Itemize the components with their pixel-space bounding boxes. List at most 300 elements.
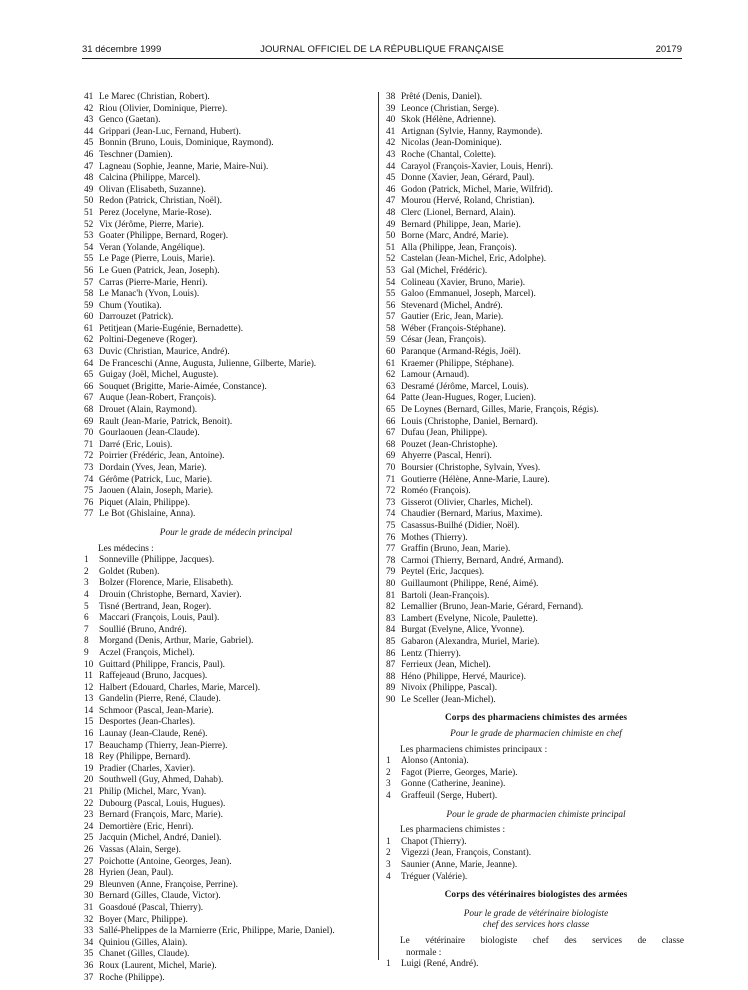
item-number: 48 — [386, 207, 396, 218]
list-item — [386, 579, 686, 591]
item-number: 53 — [84, 231, 94, 242]
list-item — [84, 440, 368, 452]
item-name: Lagneau (Sophie, Jeanne, Marie, Maire-Nui). — [99, 161, 269, 172]
heading-corps-veterinaires: Corps des vétérinaires biologistes des armées — [444, 890, 628, 901]
list-item — [386, 567, 686, 579]
item-number: 49 — [84, 184, 94, 195]
item-name: Souquet (Brigitte, Marie-Aimée, Constance). — [99, 381, 267, 392]
item-number: 10 — [84, 659, 94, 670]
item-name: Roche (Philippe). — [99, 972, 165, 983]
item-number: 70 — [84, 428, 94, 439]
item-number: 52 — [386, 254, 396, 265]
item-number: 2 — [84, 566, 89, 577]
list-item — [84, 417, 368, 429]
item-number: 57 — [386, 312, 396, 323]
list-item — [84, 162, 368, 174]
item-number: 22 — [84, 798, 94, 809]
item-number: 35 — [84, 949, 94, 960]
item-name: Quiniou (Gilles, Alain). — [99, 937, 188, 948]
item-number: 51 — [386, 242, 396, 253]
item-number: 18 — [84, 752, 94, 763]
item-name: Demortière (Eric, Henri). — [99, 821, 194, 832]
item-number: 72 — [386, 486, 396, 497]
item-name: Teschner (Damien). — [99, 149, 173, 160]
item-number: 48 — [84, 173, 94, 184]
item-number: 66 — [84, 381, 94, 392]
list-item — [84, 741, 368, 753]
item-name: Maccari (François, Louis, Paul). — [99, 613, 220, 624]
list-item — [386, 672, 686, 684]
item-number: 86 — [386, 648, 396, 659]
list-item — [386, 162, 686, 174]
item-name: Piquet (Alain, Philippe). — [99, 497, 190, 508]
item-number: 70 — [386, 463, 396, 473]
item-name: Ferrieux (Jean, Michel). — [401, 660, 491, 671]
list-item — [84, 961, 368, 973]
item-number: 55 — [386, 289, 396, 300]
item-number: 59 — [84, 300, 94, 311]
item-name: Roche (Chantal, Colette). — [401, 149, 497, 160]
item-name: Rault (Jean-Marie, Patrick, Benoit). — [99, 416, 233, 427]
item-number: 42 — [84, 103, 94, 114]
item-name: Alla (Philippe, Jean, François). — [401, 242, 517, 253]
item-name: Le Manac'h (Yvon, Louis). — [99, 289, 200, 300]
item-number: 41 — [386, 126, 396, 137]
list-item — [386, 417, 686, 429]
item-name: Lambert (Evelyne, Nicole, Paulette). — [401, 613, 538, 624]
intro-veterinaire-line2: normale : — [406, 947, 442, 958]
list-item — [84, 613, 368, 625]
item-number: 4 — [386, 871, 391, 882]
item-name: Prêté (Denis, Daniel). — [401, 92, 483, 102]
item-name: Vix (Jérôme, Pierre, Marie). — [99, 219, 204, 230]
list-item — [84, 475, 368, 487]
item-name: Jacquin (Michel, André, Daniel). — [99, 833, 222, 844]
list-item — [386, 359, 686, 371]
item-number: 3 — [386, 860, 391, 870]
item-number: 27 — [84, 856, 94, 867]
item-number: 33 — [84, 926, 94, 937]
item-name: Auque (Jean-Robert, François). — [99, 393, 217, 404]
list-item — [84, 949, 368, 961]
list-item — [84, 254, 368, 266]
item-number: 56 — [386, 300, 396, 311]
item-number: 47 — [84, 161, 94, 172]
item-number: 54 — [386, 277, 396, 288]
list-item — [84, 694, 368, 706]
list-item — [84, 833, 368, 845]
list-item — [84, 463, 368, 475]
list-item — [84, 231, 368, 243]
item-number: 45 — [84, 138, 94, 149]
item-number: 50 — [386, 231, 396, 242]
item-number: 20 — [84, 775, 94, 786]
item-name: Donne (Xavier, Jean, Gérard, Paul). — [401, 173, 535, 184]
item-number: 4 — [386, 791, 391, 802]
item-name: Vigezzi (Jean, François, Constant). — [401, 848, 532, 859]
item-number: 90 — [386, 694, 396, 705]
item-number: 69 — [386, 451, 396, 462]
list-item — [84, 822, 368, 834]
list-item — [386, 660, 686, 672]
item-name: Bernard (Philippe, Jean, Marie). — [401, 219, 521, 230]
list-item — [84, 578, 368, 590]
list-item — [84, 602, 368, 614]
item-name: Jaouen (Alain, Joseph, Marie). — [99, 486, 214, 497]
list-veterinaires — [386, 959, 686, 971]
item-name: Artignan (Sylvie, Hanny, Raymonde). — [401, 126, 543, 137]
item-number: 6 — [84, 613, 89, 624]
item-number: 80 — [386, 578, 396, 589]
item-number: 63 — [386, 381, 396, 392]
item-name: Graffeuil (Serge, Hubert). — [401, 791, 498, 802]
list-item — [84, 208, 368, 220]
list-item — [386, 127, 686, 139]
item-name: Dubourg (Pascal, Louis, Hugues). — [99, 798, 226, 809]
item-name: Gautier (Eric, Jean, Marie). — [401, 312, 504, 323]
item-number: 57 — [84, 277, 94, 288]
list-item — [386, 220, 686, 232]
item-name: Mothes (Thierry). — [401, 532, 468, 543]
list-item — [84, 312, 368, 324]
list-pharmaciens-principal — [386, 837, 686, 883]
item-name: Borne (Marc, André, Marie). — [401, 231, 509, 242]
item-name: Duvic (Christian, Maurice, André). — [99, 347, 230, 358]
heading-medecin-principal: Pour le grade de médecin principal — [159, 527, 293, 538]
item-name: Sallé-Phelippes de la Marnierre (Eric, Philippe, Marie, Daniel). — [99, 926, 335, 937]
item-number: 79 — [386, 567, 396, 578]
list-item — [386, 428, 686, 440]
item-number: 16 — [84, 729, 94, 740]
heading-veterinaire-line2: chef des services hors classe — [482, 920, 590, 931]
list-item — [386, 185, 686, 197]
list-item — [84, 555, 368, 567]
item-number: 11 — [84, 671, 93, 682]
list-item — [386, 959, 686, 971]
item-number: 58 — [84, 289, 94, 300]
list-item — [386, 382, 686, 394]
item-name: Le Marec (Christian, Robert). — [99, 92, 210, 102]
item-number: 26 — [84, 845, 94, 855]
intro-medecins: Les médecins : — [98, 543, 154, 554]
item-name: Beauchamp (Thierry, Jean-Pierre). — [99, 740, 228, 751]
item-number: 60 — [386, 347, 396, 358]
header-rule — [82, 58, 682, 59]
item-number: 21 — [84, 787, 94, 798]
list-item — [84, 810, 368, 822]
list-item — [386, 779, 686, 791]
list-item — [84, 509, 368, 521]
item-number: 42 — [386, 138, 396, 149]
item-number: 8 — [84, 636, 89, 647]
list-item — [84, 926, 368, 938]
item-number: 37 — [84, 972, 94, 983]
list-item — [84, 405, 368, 417]
item-name: Bleunven (Anne, Françoise, Perrine). — [99, 879, 238, 890]
item-name: Drouin (Christophe, Bernard, Xavier). — [99, 589, 242, 600]
item-name: Calcina (Philippe, Marcel). — [99, 173, 201, 184]
item-name: Castelan (Jean-Michel, Eric, Adolphe). — [401, 254, 547, 265]
item-name: Clerc (Lionel, Bernard, Alain). — [401, 207, 516, 218]
item-number: 73 — [84, 463, 94, 473]
item-name: Tisné (Bertrand, Jean, Roger). — [99, 601, 212, 612]
item-name: Vassas (Alain, Serge). — [99, 845, 181, 855]
item-name: Burgat (Evelyne, Alice, Yvonne). — [401, 625, 525, 636]
item-number: 15 — [84, 717, 94, 728]
heading-corps-pharmaciens: Corps des pharmaciens chimistes des armées — [444, 713, 628, 724]
list-item — [84, 880, 368, 892]
list-item — [84, 150, 368, 162]
item-name: De Loynes (Bernard, Gilles, Marie, François, Régis). — [401, 405, 599, 416]
list-item — [84, 717, 368, 729]
list-item — [84, 567, 368, 579]
item-name: Louis (Christophe, Daniel, Bernard). — [401, 416, 538, 427]
list-item — [386, 173, 686, 185]
list-item — [84, 127, 368, 139]
item-name: Chaudier (Bernard, Marius, Maxime). — [401, 509, 543, 520]
list-item — [84, 266, 368, 278]
item-name: Le Guen (Patrick, Jean, Joseph). — [99, 265, 220, 276]
item-number: 74 — [386, 509, 396, 520]
item-name: Halbert (Edouard, Charles, Marie, Marcel). — [99, 682, 261, 693]
item-number: 68 — [84, 405, 94, 416]
item-name: Genco (Gaetan). — [99, 115, 161, 126]
item-name: Bernard (Gilles, Claude, Victor). — [99, 891, 221, 902]
item-name: Poichotte (Antoine, Georges, Jean). — [99, 856, 232, 867]
list-item — [386, 115, 686, 127]
item-name: Saunier (Anne, Marie, Jeanne). — [401, 860, 518, 870]
list-item — [386, 254, 686, 266]
item-name: Gandelin (Pierre, René, Claude). — [99, 694, 221, 705]
list-item — [84, 915, 368, 927]
list-item — [84, 938, 368, 950]
item-number: 55 — [84, 254, 94, 265]
item-number: 1 — [386, 959, 391, 970]
item-name: Le Page (Pierre, Louis, Marie). — [99, 254, 215, 265]
list-item — [386, 243, 686, 255]
list-item — [386, 637, 686, 649]
item-name: Gourlaouen (Jean-Claude). — [99, 428, 200, 439]
item-name: Petitjean (Marie-Eugénie, Bernadette). — [99, 323, 244, 334]
list-item — [386, 370, 686, 382]
item-number: 1 — [386, 836, 391, 847]
list-item — [84, 185, 368, 197]
item-name: Ahyerre (Pascal, Henri). — [401, 451, 492, 462]
item-number: 64 — [386, 393, 396, 404]
item-name: Goldet (Ruben). — [99, 566, 160, 577]
item-number: 47 — [386, 196, 396, 207]
item-name: Le Bot (Ghislaine, Anna). — [99, 509, 196, 520]
item-name: Chanet (Gilles, Claude). — [99, 949, 190, 960]
list-item — [386, 196, 686, 208]
item-number: 31 — [84, 902, 94, 913]
list-item — [386, 509, 686, 521]
item-name: Philip (Michel, Marc, Yvan). — [99, 787, 207, 798]
item-number: 2 — [386, 767, 391, 778]
item-number: 12 — [84, 682, 94, 693]
item-name: Pouzet (Jean-Christophe). — [401, 439, 498, 450]
list-item — [386, 405, 686, 417]
item-number: 62 — [386, 370, 396, 381]
list-item — [386, 768, 686, 780]
item-name: Bernard (François, Marc, Marie). — [99, 810, 223, 821]
intro-veterinaire — [386, 936, 686, 959]
list-item — [84, 393, 368, 405]
item-name: Guittard (Philippe, Francis, Paul). — [99, 659, 226, 670]
list-item — [386, 92, 686, 104]
list-medecins-chefs — [84, 92, 368, 521]
item-number: 59 — [386, 335, 396, 346]
item-number: 44 — [84, 126, 94, 137]
item-name: Guigay (Joël, Michel, Auguste). — [99, 370, 219, 381]
list-item — [386, 312, 686, 324]
list-item — [386, 393, 686, 405]
item-name: Colineau (Xavier, Bruno, Marie). — [401, 277, 526, 288]
item-name: Gérôme (Patrick, Luc, Marie). — [99, 474, 213, 485]
item-name: Wéber (François-Stéphane). — [401, 323, 506, 334]
heading-pharmacien-principal: Pour le grade de pharmacien chimiste principal — [446, 809, 626, 820]
list-item — [84, 868, 368, 880]
list-item — [386, 231, 686, 243]
list-item — [386, 625, 686, 637]
list-item — [386, 104, 686, 116]
list-item — [386, 266, 686, 278]
item-name: Alonso (Antonia). — [401, 756, 469, 767]
item-number: 83 — [386, 613, 396, 624]
item-number: 88 — [386, 671, 396, 682]
list-item — [84, 706, 368, 718]
list-item — [84, 787, 368, 799]
item-number: 75 — [84, 486, 94, 497]
item-number: 61 — [386, 358, 396, 369]
item-name: Poltini-Degeneve (Roger). — [99, 335, 198, 346]
list-item — [84, 382, 368, 394]
item-name: Riou (Olivier, Dominique, Pierre). — [99, 103, 228, 114]
item-name: Veran (Yolande, Angélique). — [99, 242, 205, 253]
item-number: 38 — [386, 92, 396, 102]
item-number: 74 — [84, 474, 94, 485]
list-item — [386, 602, 686, 614]
list-medecins — [84, 555, 368, 984]
item-name: Desportes (Jean-Charles). — [99, 717, 196, 728]
item-name: Tréguer (Valérie). — [401, 871, 468, 882]
list-item — [386, 324, 686, 336]
item-name: Patte (Jean-Hugues, Roger, Lucien). — [401, 393, 536, 404]
list-item — [386, 440, 686, 452]
item-name: Paranque (Armand-Régis, Joël). — [401, 347, 521, 358]
list-item — [84, 451, 368, 463]
list-item — [386, 614, 686, 626]
item-name: Perez (Jocelyne, Marie-Rose). — [99, 207, 212, 218]
item-number: 24 — [84, 821, 94, 832]
item-number: 41 — [84, 92, 94, 102]
item-name: Leonce (Christian, Serge). — [401, 103, 499, 114]
item-name: Dufau (Jean, Philippe). — [401, 428, 488, 439]
item-number: 69 — [84, 416, 94, 427]
item-number: 66 — [386, 416, 396, 427]
item-number: 85 — [386, 636, 396, 647]
item-number: 2 — [386, 848, 391, 859]
item-name: Goater (Philippe, Bernard, Roger). — [99, 231, 229, 242]
list-item — [84, 486, 368, 498]
item-name: Boyer (Marc, Philippe). — [99, 914, 188, 925]
item-name: Casassus-Builhé (Didier, Noël). — [401, 520, 520, 531]
page-header — [82, 44, 682, 58]
list-item — [386, 837, 686, 849]
list-pharmaciens-chef — [386, 756, 686, 802]
item-number: 46 — [386, 184, 396, 195]
item-number: 49 — [386, 219, 396, 230]
heading-pharmacien-chef: Pour le grade de pharmacien chimiste en chef — [450, 729, 622, 740]
list-item — [84, 289, 368, 301]
heading-veterinaire-line1: Pour le grade de vétérinaire biologiste — [463, 908, 609, 919]
item-number: 46 — [84, 149, 94, 160]
list-item — [84, 347, 368, 359]
item-name: Grippari (Jean-Luc, Fernand, Hubert). — [99, 126, 241, 137]
list-item — [386, 872, 686, 884]
item-name: Kraemer (Philippe, Stéphane). — [401, 358, 515, 369]
item-name: Galoo (Emmanuel, Joseph, Marcel). — [401, 289, 536, 300]
journal-title: JOURNAL OFFICIEL DE LA RÉPUBLIQUE FRANÇAISE — [260, 44, 504, 55]
item-number: 67 — [84, 393, 94, 404]
item-name: Southwell (Guy, Ahmed, Dahab). — [99, 775, 224, 786]
item-name: Héno (Philippe, Hervé, Maurice). — [401, 671, 526, 682]
item-name: Darré (Eric, Louis). — [99, 439, 173, 450]
item-name: Mourou (Hervé, Roland, Christian). — [401, 196, 535, 207]
item-number: 53 — [386, 265, 396, 276]
item-number: 40 — [386, 115, 396, 126]
item-name: Olivan (Elisabeth, Suzanne). — [99, 184, 206, 195]
list-item — [84, 359, 368, 371]
column-divider — [378, 92, 379, 960]
item-number: 72 — [84, 451, 94, 462]
list-item — [386, 860, 686, 872]
list-item — [386, 150, 686, 162]
list-item — [84, 648, 368, 660]
item-name: Lamour (Arnaud). — [401, 370, 470, 381]
item-name: Bonnin (Bruno, Louis, Dominique, Raymond). — [99, 138, 274, 149]
list-item — [84, 335, 368, 347]
item-number: 63 — [84, 347, 94, 358]
item-number: 17 — [84, 740, 94, 751]
item-name: Raffejeaud (Bruno, Jacques). — [99, 671, 208, 682]
item-name: Rey (Philippe, Bernard). — [99, 752, 191, 763]
list-item — [84, 301, 368, 313]
item-number: 77 — [84, 509, 94, 520]
item-name: Poirrier (Frédéric, Jean, Antoine). — [99, 451, 225, 462]
item-number: 61 — [84, 323, 94, 334]
item-name: Redon (Patrick, Christian, Noël). — [99, 196, 222, 207]
item-name: Gisserot (Olivier, Charles, Michel). — [401, 497, 533, 508]
list-item — [84, 370, 368, 382]
item-number: 14 — [84, 705, 94, 716]
list-item — [386, 138, 686, 150]
list-item — [84, 775, 368, 787]
list-item — [386, 756, 686, 768]
item-number: 45 — [386, 173, 396, 184]
list-item — [84, 764, 368, 776]
item-number: 67 — [386, 428, 396, 439]
item-number: 64 — [84, 358, 94, 369]
item-number: 3 — [84, 578, 89, 589]
list-item — [84, 857, 368, 869]
item-number: 87 — [386, 660, 396, 671]
item-name: Bolzer (Florence, Marie, Elisabeth). — [99, 578, 234, 589]
item-name: Bartoli (Jean-François). — [401, 590, 490, 601]
item-name: Boursier (Christophe, Sylvain, Yves). — [401, 463, 541, 473]
list-item — [84, 498, 368, 510]
item-name: Dordain (Yves, Jean, Marie). — [99, 463, 207, 473]
